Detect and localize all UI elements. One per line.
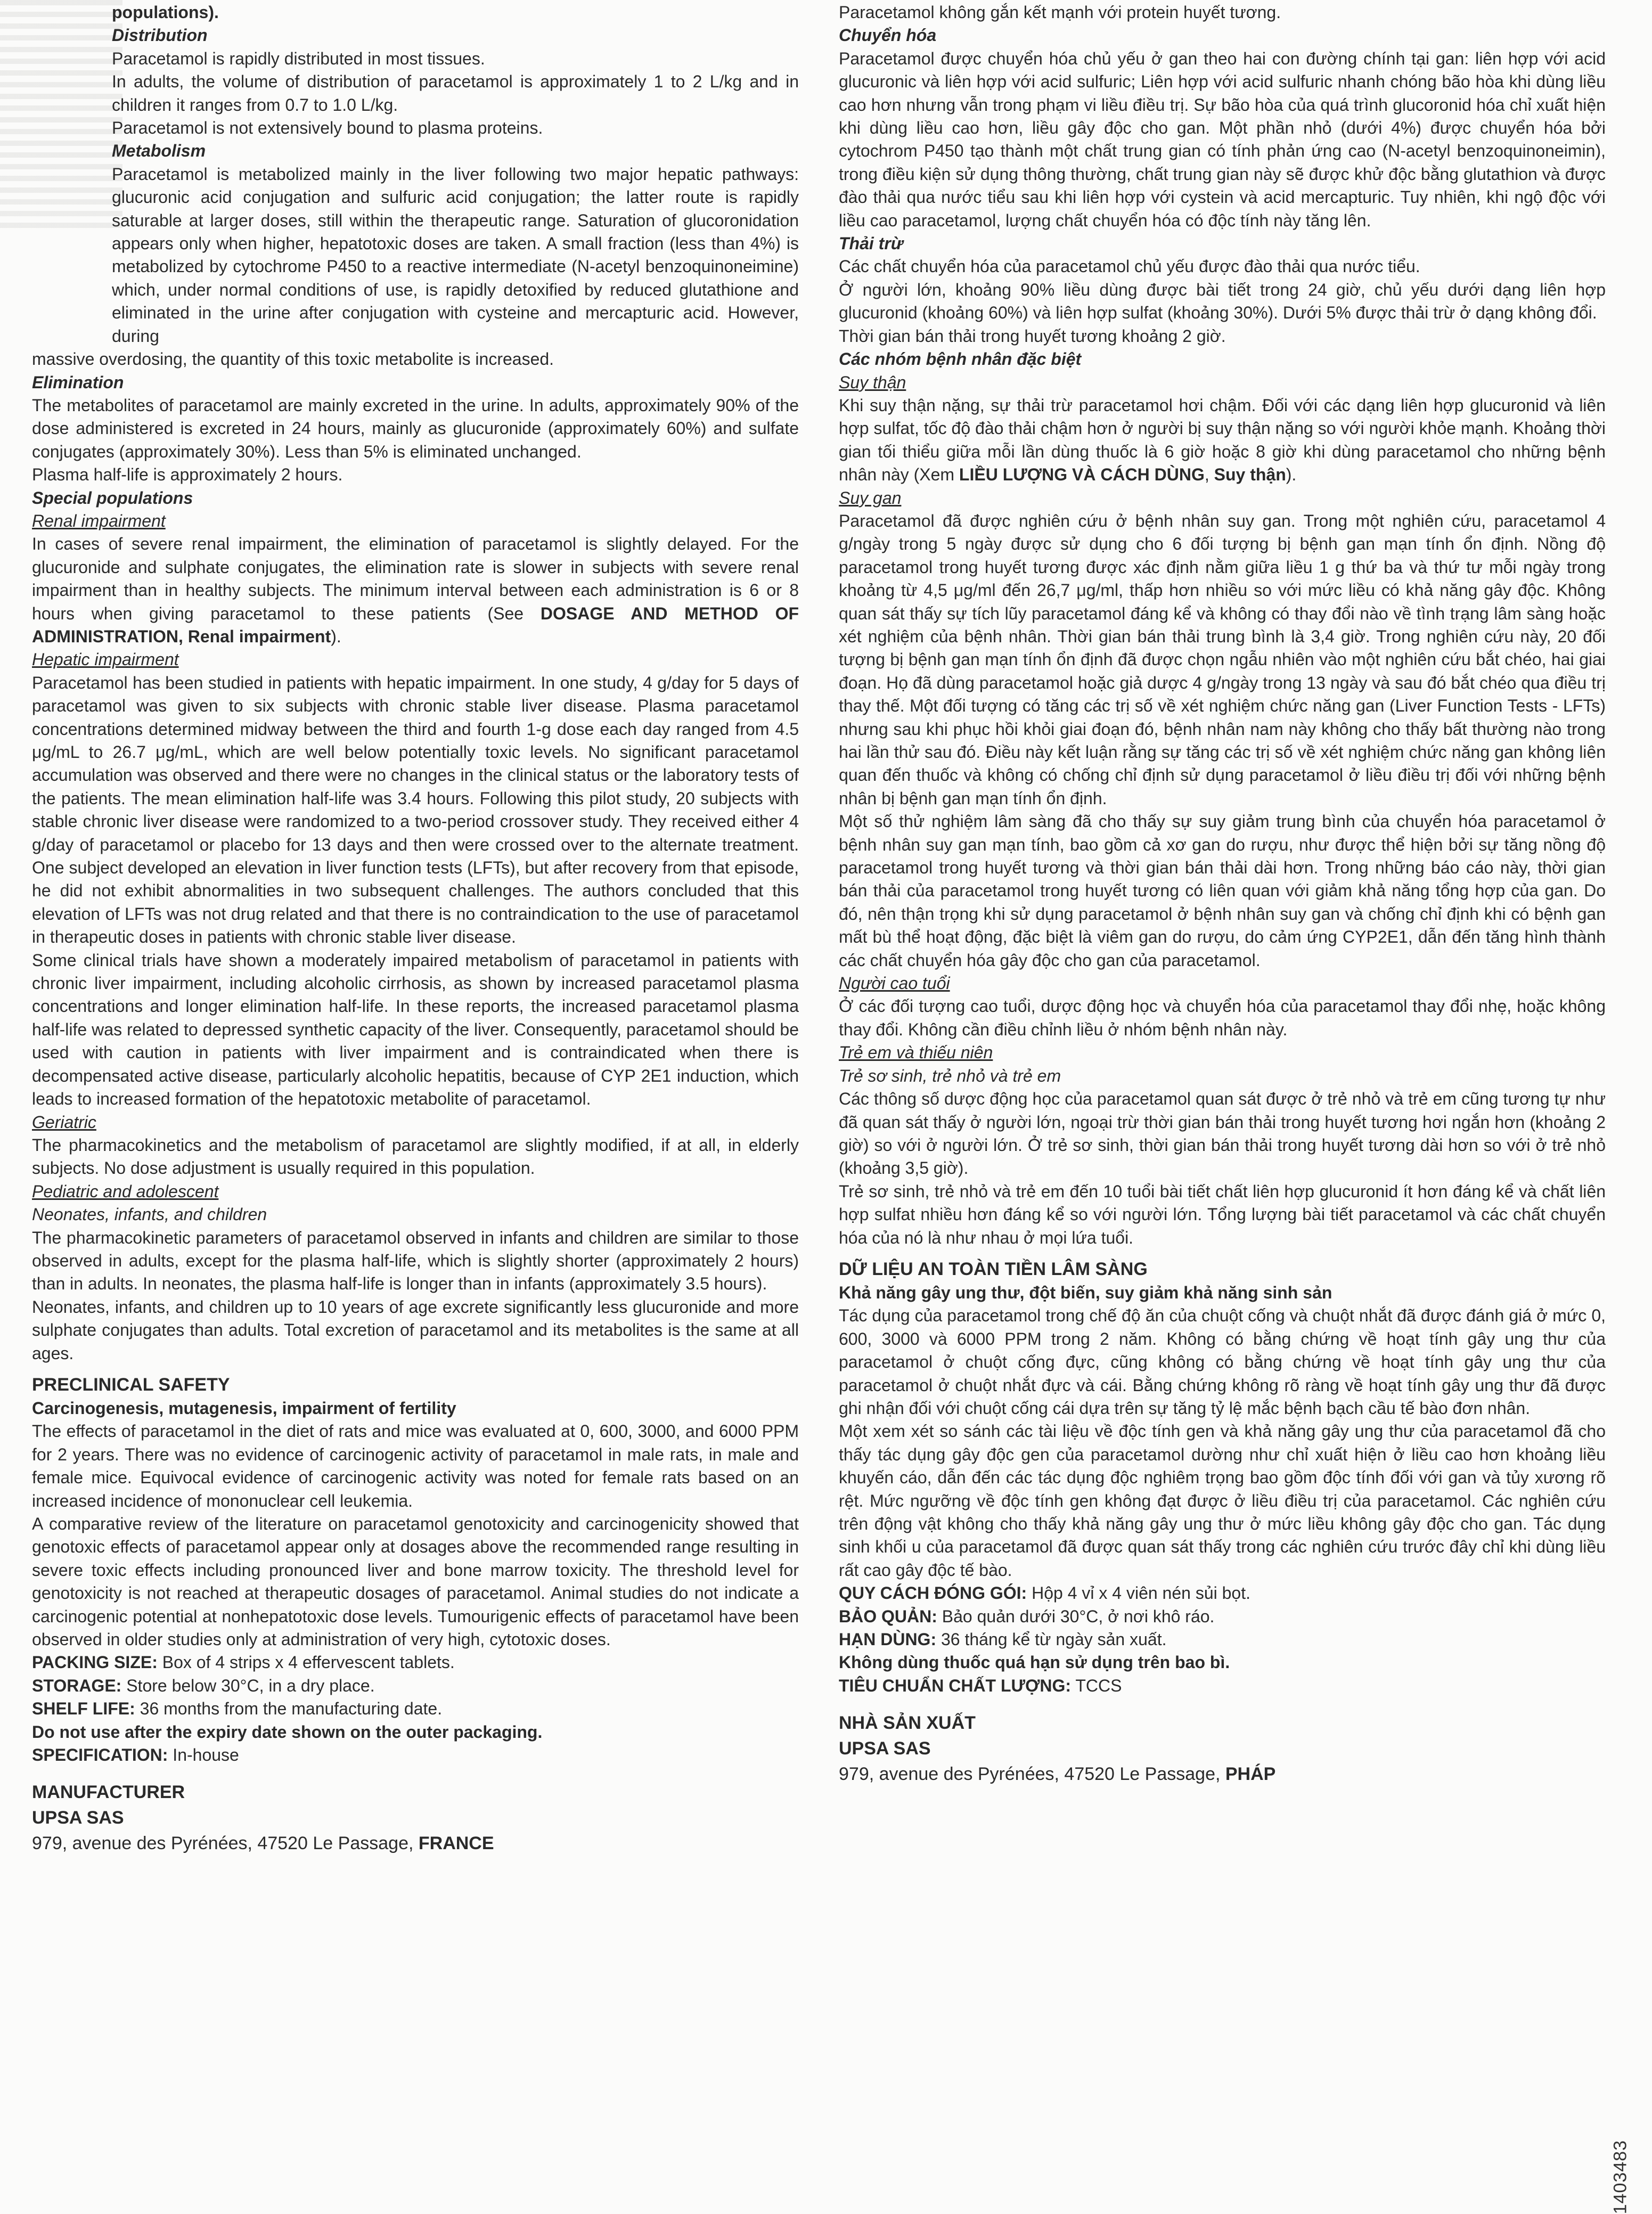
- preclinical-safety-heading: PRECLINICAL SAFETY: [32, 1374, 230, 1395]
- vi-renal-text-end: ).: [1286, 465, 1297, 485]
- vi-renal-text-ref2: Suy thận: [1214, 465, 1286, 485]
- elimination-heading: Elimination: [32, 372, 124, 392]
- shelf-life: [32, 1697, 799, 1720]
- vi-manufacturer-address-text: 979, avenue des Pyrénées, 47520 Le Passage,: [839, 1764, 1225, 1785]
- vi-preclinical-heading: DỮ LIỆU AN TOÀN TIỀN LÂM SÀNG: [839, 1259, 1148, 1279]
- renal-impairment-text: [32, 533, 799, 648]
- vi-packing-size-value: Hộp 4 vỉ x 4 viên nén sủi bọt.: [1027, 1583, 1250, 1603]
- pediatric-heading: Pediatric and adolescent: [32, 1181, 219, 1201]
- manufacturer-address: [32, 1831, 799, 1856]
- document-code: 1403483: [1610, 2140, 1630, 2214]
- vi-renal-text: [839, 394, 1606, 487]
- vi-storage-label: BẢO QUẢN:: [839, 1606, 937, 1626]
- vi-elimination-heading: Thải trừ: [839, 234, 903, 254]
- vi-storage-value: Bảo quản dưới 30°C, ở nơi khô ráo.: [937, 1606, 1215, 1626]
- manufacturer-heading: MANUFACTURER: [32, 1782, 185, 1803]
- vi-special-populations-heading: Các nhóm bệnh nhân đặc biệt: [839, 349, 1082, 369]
- english-column: [32, 0, 799, 2177]
- vi-elimination-text-1: Các chất chuyển hóa của paracetamol chủ yếu được đào thải qua nước tiểu.: [839, 257, 1420, 276]
- distribution-text-1: Paracetamol is rapidly distributed in most tissues.: [112, 48, 485, 68]
- packing-size-value: Box of 4 strips x 4 effervescent tablets.: [157, 1653, 455, 1672]
- distribution-heading: Distribution: [112, 26, 208, 45]
- vi-expiry-warning: Không dùng thuốc quá hạn sử dụng trên bao bì.: [839, 1653, 1230, 1672]
- vi-shelf-life-value: 36 tháng kể từ ngày sản xuất.: [936, 1630, 1167, 1649]
- storage: [32, 1674, 799, 1697]
- vi-specification-label: TIÊU CHUẨN CHẤT LƯỢNG:: [839, 1676, 1072, 1695]
- vi-hepatic-text-1: Paracetamol đã được nghiên cứu ở bệnh nhân suy gan. Trong một nghiên cứu, paracetamol 4 g/ngày trong 5 ngày được sử dụng cho 6 đối tượng bị bệnh gan mạn tính ổn định. Nồng độ paracetamol trong huyết tương được xác định nằm giữa liều 1 g thứ ba và thứ tư mỗi ngày trong khoảng từ 4,5 μg/ml đến 26,7 μg/ml, thấp hơn nhiều so với mức liều có khả năng gây độc. Không quan sát thấy sự tích lũy paracetamol đáng kể và không có thay đổi nào về tình trạng lâm sàng hoặc xét nghiệm của bệnh nhân. Thời gian bán thải trung bình là 3,4 giờ. Trong nghiên cứu này, 20 đối tượng bị bệnh gan mạn tính ổn định đã được chọn ngẫu nhiên vào một nghiên cứu bắt chéo, hai giai đoạn. Họ đã dùng paracetamol hoặc giả dược 4 g/ngày trong 13 ngày và sau đó bắt chéo qua điều trị thay thế. Một đối tượng có tăng các trị số về xét nghiệm chức năng gan (Liver Function Tests - LFTs) nhưng sau khi phục hồi khỏi giai đoạn đó, bệnh nhân nam này không cho thấy bất thường nào trong hai lần thử sau đó. Điều này kết luận rằng sự tăng các trị số về xét nghiệm chức năng gan không liên quan đến thuốc và không có chống chỉ định sử dụng paracetamol ở liều điều trị đối với những bệnh nhân bị bệnh gan mạn tính ổn định.: [839, 511, 1606, 808]
- vi-storage: [839, 1605, 1606, 1628]
- vi-pediatric-heading: Trẻ em và thiếu niên: [839, 1043, 993, 1063]
- shelf-life-label: SHELF LIFE:: [32, 1699, 135, 1719]
- specification-value: In-house: [168, 1745, 239, 1765]
- vi-packing-size: [839, 1582, 1606, 1605]
- vi-protein-binding-text: Paracetamol không gắn kết mạnh với protein huyết tương.: [839, 3, 1281, 22]
- storage-value: Store below 30°C, in a dry place.: [121, 1676, 375, 1695]
- manufacturer-name: UPSA SAS: [32, 1808, 124, 1828]
- vi-preclinical-text-1: Tác dụng của paracetamol trong chế độ ăn của chuột cống và chuột nhắt đã được đánh giá ở mức 0, 600, 3000 và 6000 PPM trong 2 năm. Không có bằng chứng về hoạt tính gây ung thư của paracetamol ở chuột cống đực, cũng không có bằng chứng về hoạt tính gây ung thư của paracetamol ở chuột nhắt đực và cái. Bằng chứng không rõ ràng về hoạt tính gây ung thư đã được ghi nhận đối với chuột cống cái dựa trên sự tăng tỷ lệ mắc bệnh bạch cầu tế bào đơn nhân.: [839, 1306, 1606, 1418]
- renal-text-body: In cases of severe renal impairment, the elimination of paracetamol is slightly delayed. For the glucuronide and sulphate conjugates, the elimination rate is slower in subjects with severe renal impairment than in healthy subjects. The minimum interval between each administration is 6 or 8 hours when giving paracetamol to these patients (See: [32, 534, 799, 623]
- vi-metabolism-heading: Chuyển hóa: [839, 26, 937, 45]
- vi-hepatic-heading: Suy gan: [839, 488, 902, 508]
- distribution-text-3: Paracetamol is not extensively bound to plasma proteins.: [112, 118, 543, 138]
- vi-renal-text-ref: LIỀU LƯỢNG VÀ CÁCH DÙNG: [959, 465, 1205, 485]
- vi-carcinogenesis-heading: Khả năng gây ung thư, đột biến, suy giảm khả năng sinh sản: [839, 1282, 1332, 1302]
- manufacturer-country: FRANCE: [418, 1833, 494, 1854]
- geriatric-text: The pharmacokinetics and the metabolism of paracetamol are slightly modified, if at all, in elderly subjects. No dose adjustment is usually required in this population.: [32, 1135, 799, 1178]
- metabolism-text-end: massive overdosing, the quantity of this toxic metabolite is increased.: [32, 349, 554, 369]
- renal-impairment-heading: Renal impairment: [32, 511, 166, 530]
- elimination-text-2: Plasma half-life is approximately 2 hours.: [32, 465, 343, 485]
- vi-manufacturer-country: PHÁP: [1225, 1764, 1276, 1785]
- hepatic-impairment-text-1: Paracetamol has been studied in patients with hepatic impairment. In one study, 4 g/day for 5 days of paracetamol was given to six subjects with chronic stable liver disease. Plasma paracetamol concentrations determined midway between the third and fourth 1-g dose each day ranged from 4.5 μg/mL to 26.7 μg/mL, which are well below potentially toxic levels. No significant paracetamol accumulation was observed and there were no changes in the clinical status or the laboratory tests of the patients. The mean elimination half-life was 3.4 hours. Following this pilot study, 20 subjects with stable chronic liver disease were randomized to a two-period crossover study. They received either 4 g/day of paracetamol or placebo for 13 days and then were crossed over to the alternate treatment. One subject developed an elevation in liver function tests (LFTs), but after recovery from that episode, he did not exhibit abnormalities in two subsequent challenges. The authors concluded that this elevation of LFTs was not drug related and that there is no contraindication to the use of paracetamol in therapeutic doses in patients with chronic stable liver disease.: [32, 673, 799, 947]
- vi-metabolism-text: Paracetamol được chuyển hóa chủ yếu ở gan theo hai con đường chính tại gan: liên hợp với acid glucuronic và liên hợp với acid sulfuric; Liên hợp với acid sulfuric nhanh chóng bão hòa khi dùng liều cao hơn nhưng vẫn trong phạm vi liều điều trị. Sự bão hòa của quá trình glucoronid hóa chỉ xuất hiện khi dùng liều cao hơn, liều gây độc cho gan. Một phần nhỏ (dưới 4%) được chuyển hóa bởi cytochrom P450 tạo thành một chất trung gian có tính phản ứng cao (N-acetyl benzoquinoneimin), trong điều kiện sử dụng thông thường, chất trung gian này sẽ được khử độc bằng glutathion và được đào thải qua nước tiểu sau khi liên hợp với cystein và acid mercapturic. Tuy nhiên, khi ngộ độc với liều cao paracetamol, lượng chất chuyển hóa có độc tính này tăng lên.: [839, 48, 1606, 230]
- vi-specification: [839, 1674, 1606, 1697]
- vi-elimination-text-2: Ở người lớn, khoảng 90% liều dùng được bài tiết trong 24 giờ, chủ yếu dưới dạng liên hợp glucuronid (khoảng 60%) và liên hợp sulfat (khoảng 30%). Dưới 5% được thải trừ ở dạng không đổi.: [839, 280, 1606, 323]
- vietnamese-column: [839, 0, 1606, 2177]
- vi-manufacturer-heading: NHÀ SẢN XUẤT: [839, 1713, 976, 1734]
- vi-geriatric-heading: Người cao tuổi: [839, 974, 950, 993]
- packing-size: [32, 1651, 799, 1674]
- vi-shelf-life: [839, 1628, 1606, 1651]
- neonates-heading: Neonates, infants, and children: [32, 1205, 267, 1224]
- vi-specification-value: TCCS: [1071, 1676, 1122, 1695]
- vi-packing-size-label: QUY CÁCH ĐÓNG GÓI:: [839, 1583, 1027, 1603]
- vi-neonates-heading: Trẻ sơ sinh, trẻ nhỏ và trẻ em: [839, 1066, 1061, 1085]
- geriatric-heading: Geriatric: [32, 1112, 96, 1132]
- vi-renal-text-mid: ,: [1204, 465, 1214, 485]
- hepatic-impairment-text-2: Some clinical trials have shown a moderately impaired metabolism of paracetamol in patients with chronic liver impairment, including alcoholic cirrhosis, as shown by increased paracetamol plasma concentrations and longer elimination half-life. In these reports, the increased paracetamol plasma half-life was related to depressed synthetic capacity of the liver. Consequently, paracetamol should be used with caution in patients with liver impairment and is contraindicated when there is decompensated active disease, particularly alcoholic hepatitis, because of CYP 2E1 induction, which leads to increased formation of the hepatotoxic metabolite of paracetamol.: [32, 950, 799, 1109]
- specification: [32, 1744, 799, 1767]
- pediatric-text-2: Neonates, infants, and children up to 10 years of age excrete significantly less glucuronide and more sulphate conjugates than adults. Total excretion of paracetamol and its metabolites is the same at all ages.: [32, 1297, 799, 1363]
- vi-manufacturer-address: [839, 1761, 1606, 1787]
- expiry-warning: Do not use after the expiry date shown on the outer packaging.: [32, 1722, 543, 1742]
- vi-renal-heading: Suy thận: [839, 372, 906, 392]
- packing-size-label: PACKING SIZE:: [32, 1653, 158, 1672]
- pediatric-text-1: The pharmacokinetic parameters of paracetamol observed in infants and children are similar to those observed in adults, except for the plasma half-life, which is slightly shorter (approximately 2 hours) than in adults. In neonates, the plasma half-life is longer than in infants (approximately 3.5 hours).: [32, 1228, 799, 1294]
- shelf-life-value: 36 months from the manufacturing date.: [135, 1699, 443, 1719]
- vi-shelf-life-label: HẠN DÙNG:: [839, 1630, 937, 1649]
- vi-pediatric-text-1: Các thông số dược động học của paracetamol quan sát được ở trẻ nhỏ và trẻ em cũng tương tự như đã quan sát thấy ở người lớn, ngoại trừ thời gian bán thải trong huyết tương hơi ngắn hơn (khoảng 2 giờ) so với ở người lớn. Ở trẻ sơ sinh, thời gian bán thải trong huyết tương dài hơn so với ở trẻ nhỏ (khoảng 3,5 giờ).: [839, 1089, 1606, 1178]
- manufacturer-address-text: 979, avenue des Pyrénées, 47520 Le Passage,: [32, 1833, 419, 1854]
- hepatic-impairment-heading: Hepatic impairment: [32, 650, 179, 669]
- preclinical-text-1: The effects of paracetamol in the diet of rats and mice was evaluated at 0, 600, 3000, and 6000 PPM for 2 years. There was no evidence of carcinogenic activity of paracetamol in male rats, in male and female mice. Equivocal evidence of carcinogenic activity was noted for female rats based on an increased incidence of mononuclear cell leukemia.: [32, 1421, 799, 1510]
- renal-text-end: ).: [331, 626, 341, 646]
- metabolism-text: Paracetamol is metabolized mainly in the liver following two major hepatic pathways: glucuronic acid conjugation and sulfuric acid conjugation; the latter route is rapidly saturable at larger doses, still within the therapeutic range. Saturation of glucoronidation appears only when higher, hepatotoxic doses are taken. A small fraction (less than 4%) is metabolized by cytochrome P450 to a reactive intermediate (N-acetyl benzoquinoneimine) which, under normal conditions of use, is rapidly detoxified by reduced glutathione and eliminated in the urine after conjugation with cysteine and mercapturic acid. However, during: [112, 164, 799, 346]
- special-populations-heading: Special populations: [32, 488, 193, 508]
- vi-manufacturer-name: UPSA SAS: [839, 1738, 931, 1759]
- vi-hepatic-text-2: Một số thử nghiệm lâm sàng đã cho thấy sự suy giảm trung bình của chuyển hóa paracetamol ở bệnh nhân suy gan mạn tính, bao gồm cả xơ gan do rượu, như được thể hiện bởi sự tăng nồng độ paracetamol trong huyết tương và thời gian bán thải dài hơn. Trong những báo cáo này, thời gian bán thải của paracetamol trong huyết tương có liên quan với giảm khả năng tổng hợp của gan. Do đó, nên thận trọng khi sử dụng paracetamol ở bệnh nhân suy gan và chống chỉ định khi có bệnh gan mất bù thể hoạt động, đặc biệt là viêm gan do rượu, do cảm ứng CYP2E1, dẫn đến tăng hình thành các chất chuyển hóa gây độc cho gan của paracetamol.: [839, 812, 1606, 970]
- elimination-text-1: The metabolites of paracetamol are mainly excreted in the urine. In adults, approximately 90% of the dose administered is excreted in 24 hours, mainly as glucuronide (approximately 60%) and sulfate conjugates (approximately 30%). Less than 5% is eliminated unchanged.: [32, 395, 799, 461]
- renal-text-ref: DOSAGE AND METHOD OF ADMINISTRATION, Renal impairment: [32, 603, 799, 646]
- carcinogenesis-heading: Carcinogenesis, mutagenesis, impairment of fertility: [32, 1398, 456, 1418]
- vi-elimination-text-3: Thời gian bán thải trong huyết tương khoảng 2 giờ.: [839, 326, 1226, 346]
- pk-top-fragment: populations).: [112, 3, 219, 22]
- specification-label: SPECIFICATION:: [32, 1745, 168, 1765]
- distribution-text-2: In adults, the volume of distribution of paracetamol is approximately 1 to 2 L/kg and in children it ranges from 0.7 to 1.0 L/kg.: [112, 72, 799, 115]
- preclinical-text-2: A comparative review of the literature on paracetamol genotoxicity and carcinogenicity showed that genotoxic effects of paracetamol appear only at dosages above the recommended range resulting in severe toxic effects including pronounced liver and bone marrow toxicity. The threshold level for genotoxicity is not reached at therapeutic dosages of paracetamol. Animal studies do not indicate a carcinogenic potential at nonhepatotoxic dose levels. Tumourigenic effects of paracetamol have been observed in older studies only at administration of very high, cytotoxic doses.: [32, 1514, 799, 1649]
- vi-preclinical-text-2: Một xem xét so sánh các tài liệu về độc tính gen và khả năng gây ung thư của paracetamol đã cho thấy tác dụng gây độc gen của paracetamol dường như chỉ xuất hiện ở liều cao hơn khoảng liều khuyến cáo, dẫn đến các tác dụng độc nghiêm trọng bao gồm độc tính đối với gan và tủy xương rõ rệt. Mức ngưỡng về độc tính gen không đạt được ở liều điều trị của paracetamol. Các nghiên cứu trên động vật không cho thấy khả năng gây ung thư ở mức liều không gây độc cho gan. Tác dụng sinh khối u của paracetamol đã được quan sát thấy trong các nghiên cứu trước đây chỉ khi dùng liều rất cao gây độc tế bào.: [839, 1421, 1606, 1580]
- vi-renal-text-body: Khi suy thận nặng, sự thải trừ paracetamol hơi chậm. Đối với các dạng liên hợp glucuronid và liên hợp sulfat, tốc độ đào thải chậm hơn ở người bị suy thận nặng so với người khỏe mạnh. Khoảng thời gian tối thiểu giữa mỗi lần dùng thuốc là 6 giờ hoặc 8 giờ khi dùng paracetamol cho những bệnh nhân này (Xem: [839, 395, 1606, 485]
- storage-label: STORAGE:: [32, 1676, 122, 1695]
- vi-pediatric-text-2: Trẻ sơ sinh, trẻ nhỏ và trẻ em đến 10 tuổi bài tiết chất liên hợp glucuronid ít hơn đáng kể và chất liên hợp sulfat nhiều hơn đáng kể so với người lớn. Tổng lượng bài tiết paracetamol và các chất chuyển hóa của nó là như nhau ở mọi lứa tuổi.: [839, 1181, 1606, 1247]
- metabolism-heading: Metabolism: [112, 141, 206, 161]
- vi-geriatric-text: Ở các đối tượng cao tuổi, dược động học và chuyển hóa của paracetamol thay đổi nhẹ, hoặc không thay đổi. Không cần điều chỉnh liều ở nhóm bệnh nhân này.: [839, 996, 1606, 1039]
